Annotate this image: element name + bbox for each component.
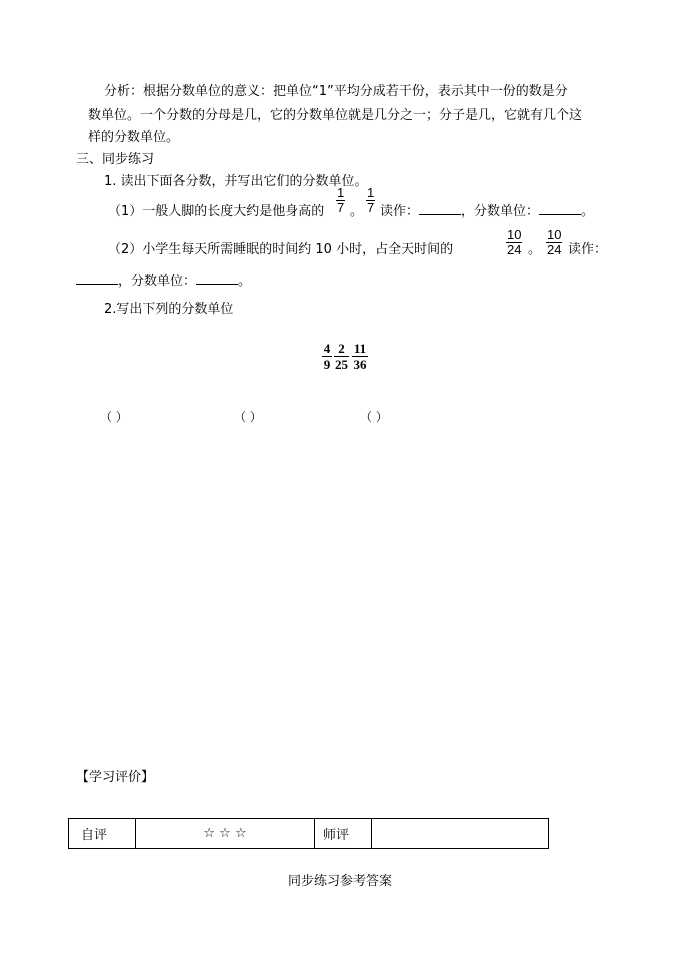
q1-item2-sep: 。 xyxy=(528,242,542,257)
unit-blank[interactable] xyxy=(539,202,581,215)
q1-title: 1. 读出下面各分数，并写出它们的分数单位。 xyxy=(104,174,368,189)
q2-title: 2.写出下列的分数单位 xyxy=(104,302,234,317)
fraction-denominator: 9 xyxy=(323,357,331,372)
section-title: 三、同步练习 xyxy=(76,152,155,167)
fraction-numerator: 4 xyxy=(323,341,331,356)
fraction-denominator: 24 xyxy=(507,242,522,257)
fraction-numerator: 11 xyxy=(353,341,367,356)
fraction-numerator: 1 xyxy=(337,185,345,200)
evaluation-table xyxy=(68,818,549,849)
answer-paren-1[interactable]: （ ） xyxy=(100,410,128,424)
fraction-denominator: 7 xyxy=(337,200,345,215)
analysis-line-3: 样的分数单位。 xyxy=(88,130,180,145)
answer-paren-3[interactable]: （ ） xyxy=(360,410,388,424)
reading-blank[interactable] xyxy=(76,272,118,285)
fraction-denominator: 36 xyxy=(353,357,367,372)
period: 。 xyxy=(581,204,595,219)
fraction-10-24-repeat xyxy=(546,228,562,257)
unit-label: ，分数单位： xyxy=(461,204,540,219)
fraction-numerator: 10 xyxy=(547,227,562,242)
read-label: 读作： xyxy=(380,204,420,219)
evaluation-heading: 【学习评价】 xyxy=(76,770,155,785)
answer-paren-2[interactable]: （ ） xyxy=(234,410,262,424)
self-eval-label: 自评 xyxy=(69,819,136,849)
q1-item2-text: （2）小学生每天所需睡眠的时间约 10 小时，占全天时间的 xyxy=(108,242,454,257)
fraction-1-7-repeat xyxy=(366,186,375,215)
answers-title: 同步练习参考答案 xyxy=(288,874,393,889)
fraction-denominator: 24 xyxy=(547,242,562,257)
q1-item1-text: （1）一般人脚的长度大约是他身高的 xyxy=(108,204,325,219)
q1-item2-answer-line xyxy=(76,270,251,289)
fraction-11-36 xyxy=(352,341,368,372)
fraction-2-25 xyxy=(334,341,349,372)
reading-blank[interactable] xyxy=(419,202,461,215)
q1-item2-read-label: 读作： xyxy=(568,242,608,257)
self-eval-stars[interactable]: ☆ ☆ ☆ xyxy=(136,819,315,849)
fraction-4-9 xyxy=(322,341,332,372)
analysis-line-2: 数单位。一个分数的分母是几，它的分数单位就是几分之一；分子是几，它就有几个这 xyxy=(88,108,583,123)
teacher-eval-value[interactable] xyxy=(372,819,549,849)
fraction-numerator: 10 xyxy=(507,227,522,242)
fraction-1-7 xyxy=(336,186,345,215)
fraction-denominator: 25 xyxy=(335,357,348,372)
teacher-eval-label: 师评 xyxy=(315,819,372,849)
q1-item1-sep: 。 xyxy=(350,204,364,219)
fraction-denominator: 7 xyxy=(367,200,375,215)
fraction-numerator: 2 xyxy=(334,341,349,357)
period: 。 xyxy=(238,274,252,289)
unit-blank[interactable] xyxy=(196,272,238,285)
fraction-10-24 xyxy=(506,228,522,257)
q1-item1-answer-line xyxy=(380,200,594,219)
fraction-numerator: 1 xyxy=(367,185,375,200)
analysis-line-1: 分析：根据分数单位的意义：把单位“1”平均分成若干份，表示其中一份的数是分 xyxy=(104,84,568,99)
unit-label: ，分数单位： xyxy=(118,274,197,289)
